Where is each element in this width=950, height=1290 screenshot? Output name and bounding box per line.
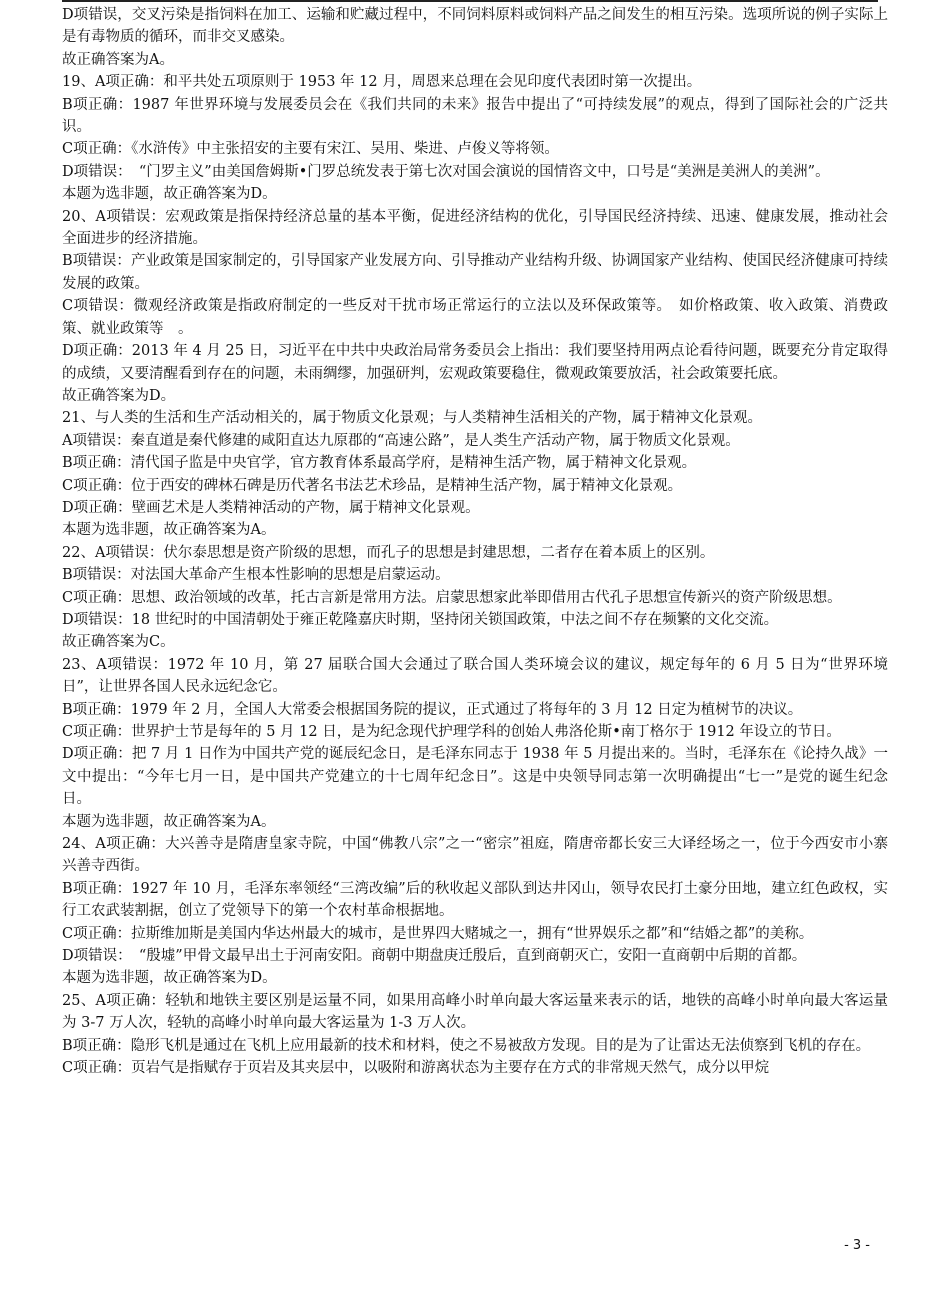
paragraph: 故正确答案为D。: [62, 387, 176, 404]
paragraph: 本题为选非题，故正确答案为A。: [62, 813, 276, 830]
paragraph: C项正确：页岩气是指赋存于页岩及其夹层中，以吸附和游离状态为主要存在方式的非常规天然气，成分以甲烷: [62, 1060, 770, 1077]
paragraph: D项正确：把 7 月 1 日作为中国共产党的诞辰纪念日，是毛泽东同志于 1938 年 5 月提出来的。当时，毛泽东在《论持久战》一文中提出：“今年七月一日，是中国共产党建立的十七周年纪念日”。这是中央领导同志第一次明确提出“七一”是党的诞生纪念日。: [62, 746, 888, 808]
paragraph: 25、A项正确：轻轨和地铁主要区别是运量不同，如果用高峰小时单向最大客运量来表示的话，地铁的高峰小时单向最大客运量为 3-7 万人次，轻轨的高峰小时单向最大客运量为 1-3 万人次。: [62, 992, 888, 1032]
paragraph: D项错误，交叉污染是指饲料在加工、运输和贮藏过程中，不同饲料原料或饲料产品之间发生的相互污染。选项所说的例子实际上是有毒物质的循环，而非交叉感染。: [62, 7, 888, 46]
paragraph: C项正确：思想、政治领域的改革，托古言新是常用方法。启蒙思想家此举即借用古代孔子思想宣传新兴的资产阶级思想。: [62, 589, 842, 606]
paragraph: 故正确答案为C。: [62, 634, 175, 651]
paragraph: 24、A项正确：大兴善寺是隋唐皇家寺院，中国“佛教八宗”之一“密宗”祖庭，隋唐帝都长安三大译经场之一，位于今西安市小寨兴善寺西街。: [62, 836, 888, 875]
page-number: - 3 -: [844, 1238, 870, 1253]
paragraph: B项错误：产业政策是国家制定的，引导国家产业发展方向、引导推动产业结构升级、协调国家产业结构、使国民经济健康可持续发展的政策。: [62, 253, 888, 292]
paragraph: C项正确：位于西安的碑林石碑是历代著名书法艺术珍品，是精神生活产物，属于精神文化景观。: [62, 477, 683, 494]
paragraph: C项错误：微观经济政策是指政府制定的一些反对干扰市场正常运行的立法以及环保政策等。 如价格政策、收入政策、消费政策、就业政策等 。: [62, 298, 888, 337]
paragraph: D项正确：2013 年 4 月 25 日，习近平在中共中央政治局常务委员会上指出：我们要坚持用两点论看待问题，既要充分肯定取得的成绩，又要清醒看到存在的问题，未雨绸缪，加强研判，宏观政策要稳住，微观政策要放活，社会政策要托底。: [62, 343, 888, 382]
paragraph: 故正确答案为A。: [62, 51, 174, 68]
paragraph: B项正确：1979 年 2 月，全国人大常委会根据国务院的提议，正式通过了将每年的 3 月 12 日定为植树节的决议。: [62, 701, 803, 718]
paragraph: C项正确：世界护士节是每年的 5 月 12 日，是为纪念现代护理学科的创始人弗洛伦斯•南丁格尔于 1912 年设立的节日。: [62, 724, 841, 740]
paragraph: C项正确：《水浒传》中主张招安的主要有宋江、吴用、柴进、卢俊义等将领。: [62, 141, 559, 158]
paragraph: B项正确：1927 年 10 月，毛泽东率领经“三湾改编”后的秋收起义部队到达井冈山，领导农民打土豪分田地，建立红色政权，实行工农武装割据，创立了党领导下的第一个农村革命根据地。: [62, 880, 888, 920]
paragraph: C项正确：拉斯维加斯是美国内华达州最大的城市，是世界四大赌城之一，拥有“世界娱乐之都”和“结婚之都”的美称。: [62, 925, 814, 942]
paragraph: 20、A项错误：宏观政策是指保持经济总量的基本平衡，促进经济结构的优化，引导国民经济持续、迅速、健康发展，推动社会全面进步的经济措施。: [62, 208, 888, 248]
paragraph: B项正确：1987 年世界环境与发展委员会在《我们共同的未来》报告中提出了“可持续发展”的观点，得到了国际社会的广泛共识。: [62, 96, 888, 136]
paragraph: B项正确：隐形飞机是通过在飞机上应用最新的技术和材料，使之不易被敌方发现。目的是为了让雷达无法侦察到飞机的存在。: [62, 1037, 871, 1054]
paragraph: B项错误：对法国大革命产生根本性影响的思想是启蒙运动。: [62, 567, 450, 584]
paragraph: 23、A项错误：1972 年 10 月，第 27 届联合国大会通过了联合国人类环境会议的建议，规定每年的 6 月 5 日为“世界环境日”，让世界各国人民永远纪念它。: [62, 656, 888, 696]
paragraph: 本题为选非题，故正确答案为A。: [62, 522, 276, 539]
paragraph: 22、A项错误：伏尔泰思想是资产阶级的思想，而孔子的思想是封建思想，二者存在着本质上的区别。: [62, 544, 715, 561]
paragraph: 本题为选非题，故正确答案为D。: [62, 970, 277, 987]
paragraph: B项正确：清代国子监是中央官学，官方教育体系最高学府，是精神生活产物，属于精神文化景观。: [62, 455, 697, 472]
paragraph: 19、A项正确：和平共处五项原则于 1953 年 12 月，周恩来总理在会见印度代表团时第一次提出。: [62, 74, 702, 91]
paragraph: 21、与人类的生活和生产活动相关的，属于物质文化景观；与人类精神生活相关的产物，属于精神文化景观。: [62, 410, 762, 427]
paragraph: A项错误：秦直道是秦代修建的咸阳直达九原郡的“高速公路”，是人类生产活动产物，属于物质文化景观。: [62, 432, 740, 449]
paragraph: D项正确：壁画艺术是人类精神活动的产物，属于精神文化景观。: [62, 499, 480, 516]
paragraph: D项错误：18 世纪时的中国清朝处于雍正乾隆嘉庆时期，坚持闭关锁国政策，中法之间不存在频繁的文化交流。: [62, 611, 779, 628]
paragraph: D项错误： “门罗主义”由美国詹姆斯•门罗总统发表于第七次对国会演说的国情咨文中，口号是“美洲是美洲人的美洲”。: [62, 163, 830, 180]
top-rule: [62, 0, 878, 2]
paragraph: D项错误： “殷墟”甲骨文最早出土于河南安阳。商朝中期盘庚迁殷后，直到商朝灭亡，安阳一直商朝中后期的首都。: [62, 948, 807, 965]
answer-explanations: [62, 4, 888, 1080]
paragraph: 本题为选非题，故正确答案为D。: [62, 186, 277, 203]
